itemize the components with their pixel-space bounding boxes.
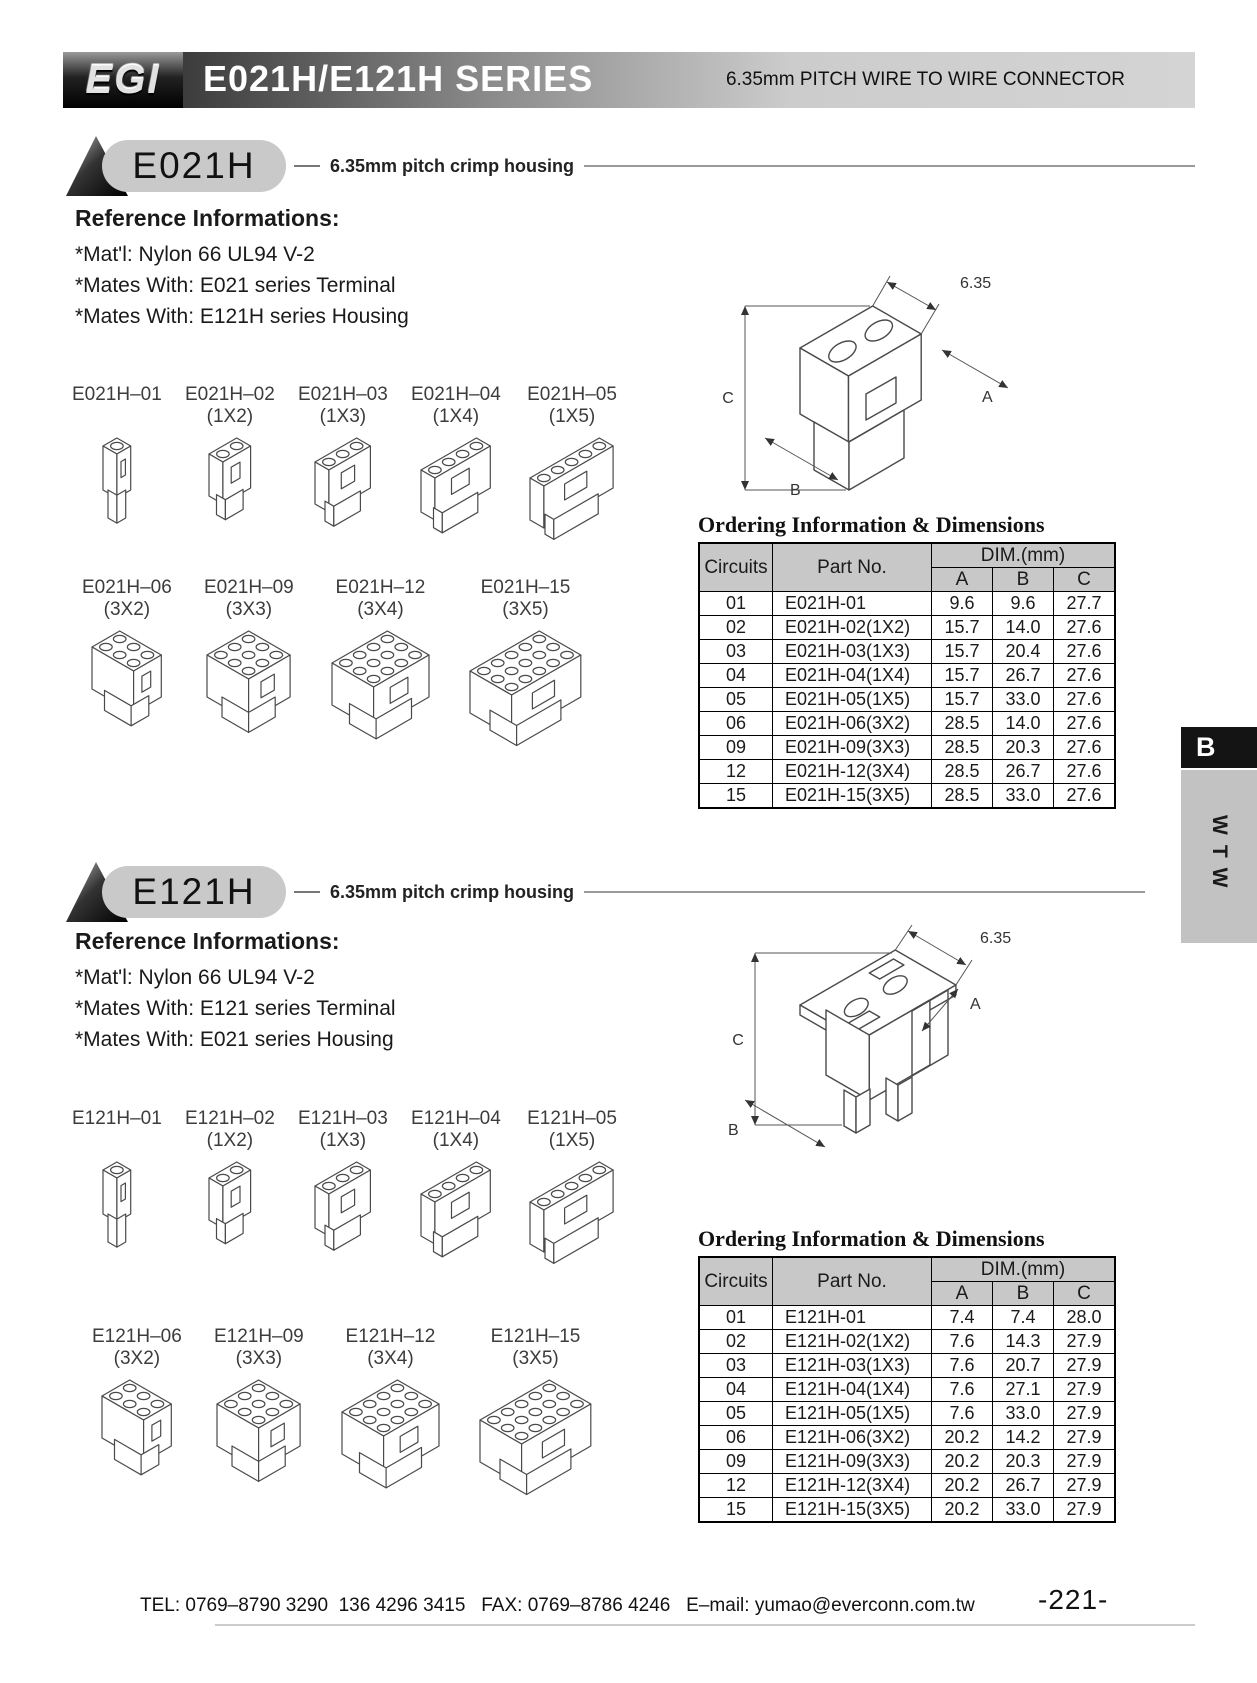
cell-part-no: E021H-04(1X4) <box>773 664 932 688</box>
col-header-dim: DIM.(mm) <box>932 543 1116 568</box>
connector-thumbnail <box>524 1108 620 1283</box>
connector-thumbnail <box>298 1108 388 1267</box>
table-row <box>699 1330 1115 1354</box>
thumbnail-drawing <box>309 432 377 543</box>
section-tagline-row <box>294 140 1195 192</box>
thumbnail-drawing <box>96 1374 178 1493</box>
thumbnail-label: E121H–02 <box>185 1108 275 1129</box>
table-row <box>699 592 1115 616</box>
cell-dim-c: 27.6 <box>1054 616 1116 640</box>
col-header-a: A <box>932 568 993 592</box>
thumbnail-row <box>72 384 620 559</box>
cell-circuits: 01 <box>699 1306 773 1330</box>
connector-thumbnail <box>82 577 172 744</box>
connector-drawing-icon <box>203 1156 257 1254</box>
brand-logo <box>63 52 183 108</box>
reference-title: Reference Informations: <box>75 205 340 231</box>
page-number: -221- <box>1038 1584 1109 1615</box>
connector-drawing-icon <box>326 625 435 755</box>
cell-part-no: E121H-12(3X4) <box>773 1474 932 1498</box>
cell-dim-a: 7.4 <box>932 1306 993 1330</box>
thumbnail-label: E121H–03 <box>298 1108 388 1129</box>
cell-dim-b: 20.3 <box>993 1450 1054 1474</box>
tagline-rule <box>584 165 1195 167</box>
ordering-table-title: Ordering Information & Dimensions <box>698 512 1045 537</box>
thumbnail-grid-label: (1X2) <box>206 406 254 427</box>
thumbnail-grid-label: (3X4) <box>357 599 404 620</box>
thumbnail-label: E121H–04 <box>411 1108 501 1129</box>
cell-dim-c: 27.9 <box>1054 1330 1116 1354</box>
cell-dim-b: 33.0 <box>993 688 1054 712</box>
thumbnail-grid-label: (1X2) <box>206 1130 254 1151</box>
col-header-part-no: Part No. <box>773 543 932 592</box>
col-header-circuits: Circuits <box>699 543 773 592</box>
table-row <box>699 1450 1115 1474</box>
ordering-table-title: Ordering Information & Dimensions <box>698 1226 1045 1251</box>
series-title-bar <box>183 52 1195 108</box>
cell-part-no: E021H-06(3X2) <box>773 712 932 736</box>
thumbnail-drawing <box>86 625 168 744</box>
connector-drawing-icon <box>524 432 620 554</box>
thumbnail-label: E021H–05 <box>527 384 617 405</box>
col-header-b: B <box>993 1282 1054 1306</box>
thumbnail-grid-label: (1X3) <box>319 1130 367 1151</box>
cell-dim-b: 27.1 <box>993 1378 1054 1402</box>
connector-drawing-icon <box>86 625 168 739</box>
section-badge: E121H <box>102 866 286 918</box>
connector-drawing-icon <box>201 625 297 747</box>
connector-drawing-icon <box>203 432 257 530</box>
thumbnail-drawing <box>524 1156 620 1283</box>
cell-part-no: E121H-03(1X3) <box>773 1354 932 1378</box>
connector-thumbnail <box>524 384 620 559</box>
cell-dim-a: 7.6 <box>932 1378 993 1402</box>
dimension-label-pitch: 6.35 <box>960 275 992 292</box>
reference-line: *Mates With: E021 series Housing <box>75 1028 394 1051</box>
cell-dim-a: 7.6 <box>932 1354 993 1378</box>
cell-part-no: E021H-05(1X5) <box>773 688 932 712</box>
thumbnail-drawing <box>97 432 137 537</box>
section-tagline: 6.35mm pitch crimp housing <box>330 881 575 902</box>
section-tagline: 6.35mm pitch crimp housing <box>330 155 575 176</box>
connector-drawing-icon <box>309 432 377 538</box>
cell-part-no: E121H-15(3X5) <box>773 1498 932 1523</box>
table-row <box>699 1402 1115 1426</box>
cell-dim-a: 15.7 <box>932 640 993 664</box>
connector-thumbnail <box>326 577 435 760</box>
table-row <box>699 1426 1115 1450</box>
cell-dim-c: 27.9 <box>1054 1354 1116 1378</box>
cell-circuits: 02 <box>699 616 773 640</box>
thumbnail-label: E121H–09 <box>213 1326 304 1347</box>
tagline-dash <box>294 165 320 167</box>
cell-dim-b: 20.3 <box>993 736 1054 760</box>
table-row <box>699 736 1115 760</box>
thumbnail-grid-label: (1X4) <box>432 1130 480 1151</box>
section-tab-letter: B <box>1196 732 1216 762</box>
cell-dim-c: 27.6 <box>1054 688 1116 712</box>
table-row <box>699 640 1115 664</box>
reference-line: *Mat'l: Nylon 66 UL94 V-2 <box>75 243 315 266</box>
thumbnail-drawing <box>326 625 435 760</box>
cell-dim-a: 28.5 <box>932 760 993 784</box>
dimension-label-pitch: 6.35 <box>980 930 1012 947</box>
cell-dim-c: 27.6 <box>1054 664 1116 688</box>
cell-dim-b: 14.0 <box>993 616 1054 640</box>
cell-dim-b: 14.0 <box>993 712 1054 736</box>
table-row <box>699 616 1115 640</box>
thumbnail-drawing <box>203 1156 257 1259</box>
connector-thumbnail <box>72 384 162 537</box>
cell-part-no: E121H-04(1X4) <box>773 1378 932 1402</box>
connector-drawing-icon <box>464 625 587 763</box>
col-header-circuits: Circuits <box>699 1257 773 1306</box>
connector-drawing-icon <box>415 432 497 546</box>
thumbnail-drawing <box>464 625 587 768</box>
thumbnail-drawing <box>474 1374 597 1517</box>
thumbnail-drawing <box>524 432 620 559</box>
cell-dim-c: 27.9 <box>1054 1426 1116 1450</box>
table-row <box>699 1354 1115 1378</box>
thumbnail-drawing <box>415 1156 497 1275</box>
cell-dim-c: 27.6 <box>1054 736 1116 760</box>
cell-part-no: E021H-15(3X5) <box>773 784 932 809</box>
thumbnail-drawing <box>309 1156 377 1267</box>
cell-dim-b: 14.2 <box>993 1426 1054 1450</box>
thumbnail-label: E121H–15 <box>490 1326 581 1347</box>
thumbnail-label: E021H–02 <box>185 384 275 405</box>
thumbnail-row <box>92 1326 597 1517</box>
footer-contact: TEL: 0769–8790 3290 136 4296 3415 FAX: 0769–8786 4246 E–mail: yumao@everconn.com.tw <box>140 1595 975 1616</box>
cell-dim-b: 20.4 <box>993 640 1054 664</box>
cell-part-no: E121H-05(1X5) <box>773 1402 932 1426</box>
connector-thumbnail <box>298 384 388 543</box>
connector-thumbnail <box>464 577 587 768</box>
thumbnail-grid-label: (3X5) <box>502 599 549 620</box>
technical-drawing-e121h <box>650 885 1100 1165</box>
brand-logo-text: EGI <box>85 57 161 102</box>
cell-dim-b: 26.7 <box>993 760 1054 784</box>
connector-drawing-icon <box>336 1374 445 1504</box>
reference-block <box>75 928 396 1055</box>
ordering-table <box>698 542 1116 809</box>
cell-circuits: 04 <box>699 1378 773 1402</box>
col-header-c: C <box>1054 1282 1116 1306</box>
connector-thumbnail <box>474 1326 597 1517</box>
cell-circuits: 04 <box>699 664 773 688</box>
cell-dim-a: 28.5 <box>932 736 993 760</box>
cell-dim-b: 7.4 <box>993 1306 1054 1330</box>
cell-dim-b: 33.0 <box>993 1498 1054 1523</box>
reference-block <box>75 205 409 332</box>
wire-to-wire-tab-label: WTW <box>1208 815 1231 898</box>
cell-dim-c: 28.0 <box>1054 1306 1116 1330</box>
cell-dim-b: 9.6 <box>993 592 1054 616</box>
cell-part-no: E121H-01 <box>773 1306 932 1330</box>
connector-thumbnail <box>211 1326 307 1501</box>
cell-dim-b: 26.7 <box>993 1474 1054 1498</box>
connector-thumbnail <box>72 1108 162 1261</box>
thumbnail-label: E021H–09 <box>203 577 294 598</box>
connector-drawing-icon <box>524 1156 620 1278</box>
cell-dim-b: 20.7 <box>993 1354 1054 1378</box>
thumbnail-row <box>82 577 587 768</box>
connector-drawing-icon <box>415 1156 497 1270</box>
cell-dim-c: 27.9 <box>1054 1498 1116 1523</box>
cell-dim-c: 27.9 <box>1054 1450 1116 1474</box>
cell-dim-a: 20.2 <box>932 1474 993 1498</box>
reference-line: *Mates With: E021 series Terminal <box>75 274 396 297</box>
table-row <box>699 1306 1115 1330</box>
cell-part-no: E121H-02(1X2) <box>773 1330 932 1354</box>
thumbnail-row <box>72 1108 620 1283</box>
cell-circuits: 09 <box>699 736 773 760</box>
cell-dim-a: 15.7 <box>932 664 993 688</box>
thumbnail-grid-label: (1X3) <box>319 406 367 427</box>
table-row <box>699 1498 1115 1523</box>
reference-line: *Mates With: E121H series Housing <box>75 305 409 328</box>
col-header-a: A <box>932 1282 993 1306</box>
ordering-table <box>698 1256 1116 1523</box>
connector-drawing-icon <box>474 1374 597 1512</box>
thumbnail-label: E021H–12 <box>335 577 426 598</box>
thumbnail-grid-label: (3X3) <box>235 1348 283 1369</box>
connector-drawing-icon <box>96 1374 178 1488</box>
thumbnail-label: E021H–03 <box>298 384 388 405</box>
cell-dim-c: 27.6 <box>1054 760 1116 784</box>
cell-dim-a: 9.6 <box>932 592 993 616</box>
cell-circuits: 12 <box>699 760 773 784</box>
thumbnail-label: E121H–06 <box>92 1326 182 1347</box>
reference-line: *Mat'l: Nylon 66 UL94 V-2 <box>75 966 315 989</box>
cell-dim-a: 15.7 <box>932 688 993 712</box>
dimension-label-a: A <box>982 389 993 406</box>
thumbnail-grid-label: (3X5) <box>512 1348 559 1369</box>
cell-part-no: E121H-06(3X2) <box>773 1426 932 1450</box>
connector-drawing-icon <box>97 1156 137 1256</box>
thumbnail-grid-label: (3X2) <box>113 1348 161 1369</box>
technical-drawing-e021h <box>640 198 1110 508</box>
connector-thumbnail <box>185 1108 275 1259</box>
cell-part-no: E021H-12(3X4) <box>773 760 932 784</box>
cell-dim-b: 33.0 <box>993 1402 1054 1426</box>
cell-dim-a: 15.7 <box>932 616 993 640</box>
cell-dim-c: 27.9 <box>1054 1402 1116 1426</box>
thumbnail-grid-label: (1X4) <box>432 406 480 427</box>
table-row <box>699 664 1115 688</box>
cell-part-no: E021H-01 <box>773 592 932 616</box>
cell-circuits: 06 <box>699 712 773 736</box>
cell-circuits: 05 <box>699 688 773 712</box>
cell-dim-a: 7.6 <box>932 1330 993 1354</box>
cell-part-no: E021H-09(3X3) <box>773 736 932 760</box>
cell-dim-c: 27.6 <box>1054 784 1116 809</box>
cell-dim-c: 27.6 <box>1054 640 1116 664</box>
section-badge: E021H <box>102 140 286 192</box>
cell-dim-c: 27.9 <box>1054 1474 1116 1498</box>
reference-title: Reference Informations: <box>75 928 340 954</box>
connector-thumbnail <box>92 1326 182 1493</box>
connector-thumbnail <box>201 577 297 752</box>
thumbnail-label: E121H–05 <box>527 1108 617 1129</box>
table-row <box>699 1474 1115 1498</box>
cell-part-no: E021H-02(1X2) <box>773 616 932 640</box>
wire-to-wire-tab <box>1181 770 1257 943</box>
cell-circuits: 12 <box>699 1474 773 1498</box>
thumbnail-label: E121H–12 <box>345 1326 436 1347</box>
thumbnail-label: E021H–15 <box>480 577 571 598</box>
thumbnail-grid-label: (3X2) <box>103 599 151 620</box>
connector-drawing-icon <box>211 1374 307 1496</box>
cell-circuits: 01 <box>699 592 773 616</box>
cell-circuits: 03 <box>699 640 773 664</box>
connector-drawing-icon <box>97 432 137 532</box>
dimension-label-b: B <box>728 1122 739 1139</box>
thumbnail-label: E021H–04 <box>411 384 501 405</box>
cell-dim-a: 28.5 <box>932 784 993 809</box>
cell-circuits: 15 <box>699 784 773 809</box>
cell-dim-a: 7.6 <box>932 1402 993 1426</box>
cell-circuits: 09 <box>699 1450 773 1474</box>
cell-circuits: 05 <box>699 1402 773 1426</box>
cell-dim-c: 27.6 <box>1054 712 1116 736</box>
thumbnail-grid-label: (3X3) <box>225 599 273 620</box>
cell-dim-a: 20.2 <box>932 1450 993 1474</box>
cell-dim-b: 26.7 <box>993 664 1054 688</box>
connector-thumbnail <box>411 1108 501 1275</box>
thumbnail-grid-label: (3X4) <box>367 1348 414 1369</box>
table-row <box>699 688 1115 712</box>
col-header-dim: DIM.(mm) <box>932 1257 1116 1282</box>
thumbnail-drawing <box>415 432 497 551</box>
cell-dim-a: 20.2 <box>932 1426 993 1450</box>
col-header-part-no: Part No. <box>773 1257 932 1306</box>
connector-thumbnail <box>185 384 275 535</box>
footer-rule <box>215 1624 1195 1626</box>
cell-dim-b: 14.3 <box>993 1330 1054 1354</box>
cell-dim-b: 33.0 <box>993 784 1054 809</box>
cell-dim-a: 28.5 <box>932 712 993 736</box>
thumbnail-drawing <box>211 1374 307 1501</box>
cell-dim-c: 27.7 <box>1054 592 1116 616</box>
cell-dim-a: 20.2 <box>932 1498 993 1523</box>
cell-circuits: 06 <box>699 1426 773 1450</box>
series-subtitle: 6.35mm PITCH WIRE TO WIRE CONNECTOR <box>725 69 1125 90</box>
connector-thumbnail <box>336 1326 445 1509</box>
tagline-dash <box>294 891 320 893</box>
table-row <box>699 712 1115 736</box>
dimension-label-b: B <box>790 482 801 499</box>
connector-thumbnail <box>411 384 501 551</box>
cell-dim-c: 27.9 <box>1054 1378 1116 1402</box>
dimension-label-a: A <box>970 996 981 1013</box>
table-row <box>699 760 1115 784</box>
thumbnail-drawing <box>97 1156 137 1261</box>
table-row <box>699 1378 1115 1402</box>
dimension-label-c: C <box>732 1032 744 1049</box>
thumbnail-label: E021H–01 <box>72 384 162 405</box>
thumbnail-label: E021H–06 <box>82 577 172 598</box>
cell-circuits: 02 <box>699 1330 773 1354</box>
col-header-c: C <box>1054 568 1116 592</box>
thumbnail-grid-label: (1X5) <box>548 1130 596 1151</box>
thumbnail-drawing <box>336 1374 445 1509</box>
series-title: E021H/E121H SERIES <box>203 58 594 99</box>
thumbnail-grid-label: (1X5) <box>548 406 596 427</box>
section-tab <box>1181 727 1257 768</box>
thumbnail-drawing <box>201 625 297 752</box>
dimension-label-c: C <box>722 390 734 407</box>
reference-line: *Mates With: E121 series Terminal <box>75 997 396 1020</box>
thumbnail-label: E121H–01 <box>72 1108 162 1129</box>
cell-circuits: 15 <box>699 1498 773 1523</box>
cell-part-no: E121H-09(3X3) <box>773 1450 932 1474</box>
thumbnail-drawing <box>203 432 257 535</box>
table-row <box>699 784 1115 809</box>
col-header-b: B <box>993 568 1054 592</box>
cell-part-no: E021H-03(1X3) <box>773 640 932 664</box>
cell-circuits: 03 <box>699 1354 773 1378</box>
connector-drawing-icon <box>309 1156 377 1262</box>
